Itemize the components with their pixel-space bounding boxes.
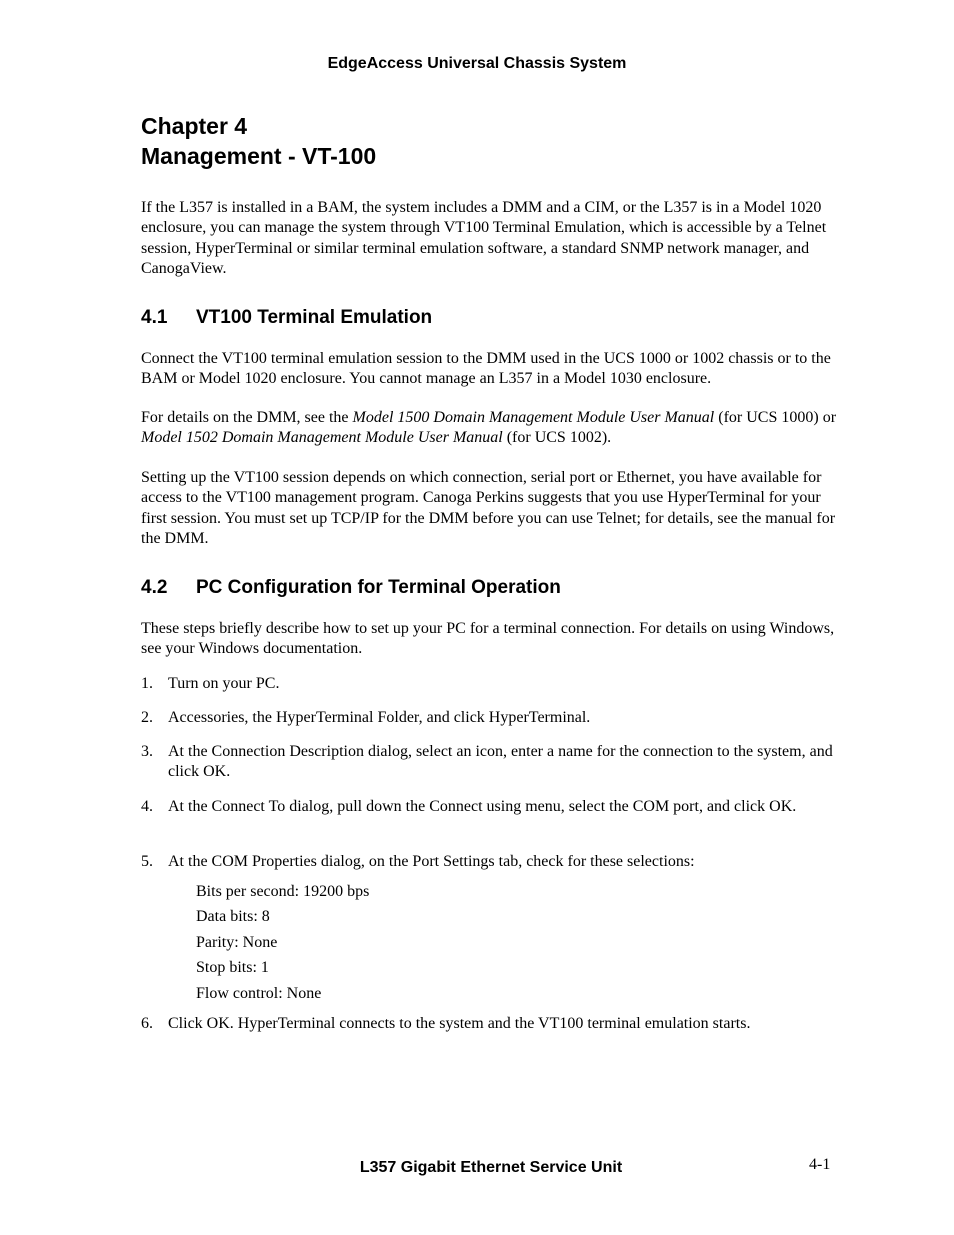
port-setting: Bits per second: 19200 bps [196, 883, 370, 900]
list-text: Turn on your PC. [168, 675, 280, 692]
list-number: 5. [141, 853, 153, 870]
list-number: 6. [141, 1015, 153, 1032]
page-header: EdgeAccess Universal Chassis System [327, 55, 627, 72]
section-heading-4-2 [141, 577, 561, 599]
list-text: At the Connection Description dialog, select an icon, enter a name for the connection to the system, and click OK. [168, 743, 833, 781]
page-number: 4-1 [809, 1156, 831, 1173]
port-setting: Flow control: None [196, 985, 322, 1002]
list-number: 1. [141, 675, 153, 692]
list-number: 2. [141, 709, 153, 726]
text-run: (for UCS 1000) or [714, 409, 837, 426]
chapter-title: Management - VT-100 [141, 143, 377, 169]
section-title: VT100 Terminal Emulation [196, 307, 433, 328]
list-text: Accessories, the HyperTerminal Folder, and click HyperTerminal. [168, 709, 591, 726]
list-text: Click OK. HyperTerminal connects to the system and the VT100 terminal emulation starts. [168, 1015, 751, 1032]
intro-paragraph: If the L357 is installed in a BAM, the system includes a DMM and a CIM, or the L357 is in a Model 1020 enclosure, you can manage the system through VT100 Terminal Emulation, which is accessible by a Telnet session, HyperTerminal or similar terminal emulation software, a standard SNMP network manager, and CanogaView. [141, 199, 827, 277]
chapter-number: Chapter 4 [141, 113, 248, 139]
section-heading-4-1 [141, 307, 432, 329]
section-4-2-intro: These steps briefly describe how to set up your PC for a terminal connection. For details on using Windows, see your Windows documentation. [141, 620, 835, 658]
page-footer: L357 Gigabit Ethernet Service Unit [359, 1159, 623, 1176]
port-setting: Parity: None [196, 934, 278, 951]
manual-title: Model 1502 Domain Management Module User Manual [141, 429, 503, 447]
list-text: At the COM Properties dialog, on the Port Settings tab, check for these selections: [168, 853, 695, 870]
chapter-heading [141, 111, 376, 171]
list-number: 3. [141, 743, 153, 760]
port-setting: Stop bits: 1 [196, 959, 269, 976]
section-4-1-paragraph-3: Setting up the VT100 session depends on which connection, serial port or Ethernet, you have available for access to the VT100 management program. Canoga Perkins suggests that you use HyperTerminal for your first session. You must set up TCP/IP for the DMM before you can use Telnet; for details, see the manual for the DMM. [141, 469, 836, 547]
section-4-1-paragraph-1: Connect the VT100 terminal emulation session to the DMM used in the UCS 1000 or 1002 chassis or to the BAM or Model 1020 enclosure. You cannot manage an L357 in a Model 1030 enclosure. [141, 350, 831, 388]
manual-title: Model 1500 Domain Management Module User Manual [352, 409, 715, 426]
section-number: 4.1 [141, 307, 168, 328]
list-number: 4. [141, 798, 153, 815]
section-number: 4.2 [141, 577, 168, 598]
port-setting: Data bits: 8 [196, 908, 270, 925]
section-title: PC Configuration for Terminal Operation [196, 577, 561, 598]
section-4-1-paragraph-2 [141, 408, 841, 449]
text-run: (for UCS 1002). [502, 429, 612, 447]
text-run: For details on the DMM, see the [141, 409, 353, 426]
list-text: At the Connect To dialog, pull down the Connect using menu, select the COM port, and click OK. [168, 798, 797, 815]
